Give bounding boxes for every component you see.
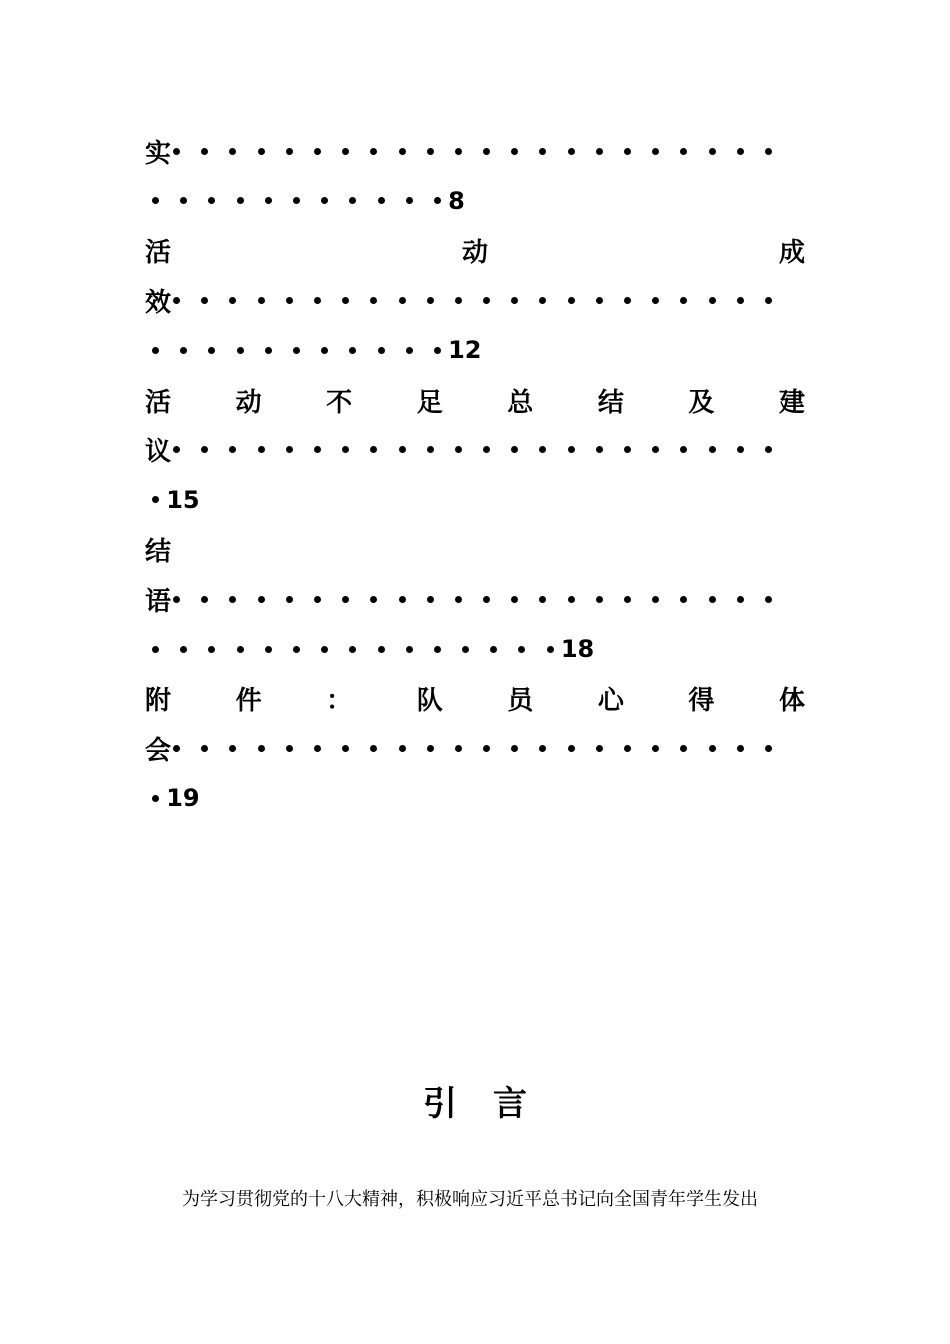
leader-dot — [286, 148, 293, 155]
leader-dot — [427, 596, 434, 603]
leader-dot — [314, 148, 321, 155]
leader-dot — [427, 745, 434, 752]
leader-dot — [652, 148, 659, 155]
toc-label: 实 — [145, 138, 172, 169]
leader-dot — [539, 297, 546, 304]
leader-dot — [173, 297, 180, 304]
leader-dot — [286, 446, 293, 453]
leader-dot — [539, 596, 546, 603]
leader-dot — [173, 596, 180, 603]
leader-dot — [406, 347, 413, 354]
leader-dot — [680, 148, 687, 155]
leader-dot — [709, 148, 716, 155]
leader-dots — [173, 596, 793, 603]
leader-dot — [342, 297, 349, 304]
leader-dot — [455, 148, 462, 155]
leader-dot — [765, 596, 772, 603]
leader-dot — [265, 347, 272, 354]
leader-dot — [229, 596, 236, 603]
toc-line — [145, 280, 805, 320]
leader-dot — [737, 446, 744, 453]
page-number: 18 — [560, 635, 595, 663]
leader-dot — [314, 745, 321, 752]
toc-char: 成 — [778, 238, 805, 269]
toc-char: 及 — [688, 387, 715, 418]
leader-dot — [483, 297, 490, 304]
leader-dot — [173, 745, 180, 752]
leader-dot — [427, 297, 434, 304]
toc-line — [145, 181, 805, 221]
toc-line — [145, 330, 805, 370]
toc-line — [145, 529, 805, 569]
toc-char: 动 — [235, 387, 262, 418]
leader-dot — [652, 596, 659, 603]
leader-dot — [258, 745, 265, 752]
leader-dot — [152, 197, 159, 204]
leader-dot — [349, 197, 356, 204]
leader-dot — [568, 596, 575, 603]
toc-char: 足 — [416, 387, 443, 418]
leader-dot — [378, 347, 385, 354]
leader-dots — [173, 297, 793, 304]
leader-dots — [173, 446, 793, 453]
leader-dot — [321, 347, 328, 354]
toc-char: 得 — [688, 686, 715, 717]
toc-char: 活 — [145, 238, 172, 269]
leader-dot — [180, 646, 187, 653]
leader-dot — [624, 596, 631, 603]
leader-dot — [406, 197, 413, 204]
leader-dot — [596, 596, 603, 603]
leader-dot — [737, 745, 744, 752]
toc-line — [145, 778, 805, 818]
page-number: 12 — [448, 336, 482, 365]
leader-dot — [229, 446, 236, 453]
leader-dot — [265, 646, 272, 653]
leader-dot — [455, 446, 462, 453]
leader-dot — [349, 347, 356, 354]
toc-label: 议 — [145, 437, 172, 468]
leader-dot — [568, 297, 575, 304]
leader-dot — [680, 297, 687, 304]
leader-dot — [173, 148, 180, 155]
leader-dot — [342, 596, 349, 603]
leader-dot — [265, 197, 272, 204]
leader-dot — [596, 745, 603, 752]
page-number: 8 — [448, 186, 465, 215]
toc-label: 效 — [145, 287, 172, 318]
leader-dot — [483, 148, 490, 155]
leader-dot — [237, 197, 244, 204]
leader-dot — [680, 745, 687, 752]
leader-dot — [568, 745, 575, 752]
leader-dot — [342, 745, 349, 752]
toc-line — [145, 131, 805, 171]
leader-dot — [293, 197, 300, 204]
leader-dot — [378, 197, 385, 204]
toc-line — [145, 579, 805, 619]
leader-dot — [624, 446, 631, 453]
leader-dot — [349, 646, 356, 653]
toc-char: 心 — [597, 686, 624, 717]
leader-dot — [293, 347, 300, 354]
leader-dot — [680, 596, 687, 603]
leader-dot — [539, 745, 546, 752]
leader-dot — [483, 745, 490, 752]
leader-dot — [511, 297, 518, 304]
leader-dot — [518, 646, 525, 653]
toc-line — [145, 629, 805, 669]
leader-dot — [427, 148, 434, 155]
leader-dot — [370, 297, 377, 304]
leader-dot — [490, 646, 497, 653]
leader-dot — [258, 446, 265, 453]
leader-dot — [455, 745, 462, 752]
leader-dot — [462, 646, 469, 653]
leader-dot — [511, 596, 518, 603]
leader-dots — [145, 197, 462, 204]
leader-dot — [765, 745, 772, 752]
leader-dot — [293, 646, 300, 653]
toc-char: 附 — [145, 686, 172, 717]
toc-line — [145, 729, 805, 769]
toc-char: 件 — [235, 686, 262, 717]
leader-dot — [399, 745, 406, 752]
leader-dot — [370, 446, 377, 453]
leader-dot — [229, 148, 236, 155]
leader-dot — [208, 347, 215, 354]
leader-dots — [173, 745, 793, 752]
leader-dot — [652, 446, 659, 453]
leader-dot — [511, 148, 518, 155]
page-number: 19 — [166, 784, 200, 813]
toc-label: 会 — [145, 736, 172, 767]
leader-dot — [539, 446, 546, 453]
toc-line — [145, 231, 805, 271]
leader-dot — [201, 148, 208, 155]
toc-char: 体 — [778, 686, 805, 717]
leader-dot — [201, 297, 208, 304]
intro-paragraph: 为学习贯彻党的十八大精神，积极响应习近平总书记向全国青年学生发出 — [182, 1189, 758, 1210]
leader-dot — [737, 596, 744, 603]
leader-dot — [568, 446, 575, 453]
leader-dots — [145, 646, 575, 653]
leader-dot — [455, 596, 462, 603]
leader-dot — [208, 197, 215, 204]
leader-dot — [399, 446, 406, 453]
leader-dot — [399, 596, 406, 603]
leader-dot — [237, 347, 244, 354]
leader-dot — [709, 745, 716, 752]
leader-dot — [511, 446, 518, 453]
toc-char: 活 — [145, 387, 172, 418]
leader-dot — [765, 446, 772, 453]
leader-dot — [709, 596, 716, 603]
leader-dot — [152, 646, 159, 653]
leader-dot — [152, 795, 159, 802]
leader-dot — [483, 596, 490, 603]
leader-dot — [321, 646, 328, 653]
leader-dot — [173, 446, 180, 453]
leader-dot — [624, 297, 631, 304]
leader-dot — [434, 646, 441, 653]
toc-char: 总 — [507, 387, 534, 418]
leader-dot — [258, 148, 265, 155]
leader-dot — [208, 646, 215, 653]
leader-dot — [596, 148, 603, 155]
page-number: 15 — [166, 485, 200, 514]
toc-line — [145, 679, 805, 719]
leader-dot — [152, 496, 159, 503]
toc-char: 建 — [778, 387, 805, 418]
leader-dot — [180, 197, 187, 204]
leader-dot — [624, 148, 631, 155]
leader-dot — [201, 596, 208, 603]
toc-char: 结 — [597, 387, 624, 418]
leader-dot — [342, 446, 349, 453]
leader-dot — [237, 646, 244, 653]
leader-dot — [399, 297, 406, 304]
toc-line — [145, 380, 805, 420]
leader-dot — [314, 596, 321, 603]
leader-dot — [370, 745, 377, 752]
leader-dot — [201, 745, 208, 752]
leader-dot — [314, 297, 321, 304]
leader-dot — [180, 347, 187, 354]
leader-dot — [434, 197, 441, 204]
leader-dot — [737, 297, 744, 304]
leader-dot — [201, 446, 208, 453]
leader-dot — [286, 297, 293, 304]
leader-dot — [455, 297, 462, 304]
leader-dot — [286, 596, 293, 603]
leader-dot — [342, 148, 349, 155]
leader-dot — [709, 297, 716, 304]
leader-dot — [314, 446, 321, 453]
leader-dot — [547, 646, 554, 653]
leader-dot — [258, 297, 265, 304]
leader-dot — [680, 446, 687, 453]
toc-char: 结 — [145, 536, 172, 567]
leader-dot — [709, 446, 716, 453]
leader-dot — [286, 745, 293, 752]
toc-label: 语 — [145, 586, 172, 617]
leader-dot — [229, 297, 236, 304]
leader-dots — [173, 148, 793, 155]
leader-dot — [406, 646, 413, 653]
leader-dot — [427, 446, 434, 453]
toc-char: ： — [326, 686, 353, 717]
leader-dot — [370, 148, 377, 155]
leader-dot — [765, 148, 772, 155]
toc-line — [145, 480, 805, 520]
leader-dot — [652, 297, 659, 304]
leader-dot — [370, 596, 377, 603]
leader-dot — [539, 148, 546, 155]
leader-dot — [434, 347, 441, 354]
leader-dot — [596, 297, 603, 304]
leader-dot — [624, 745, 631, 752]
toc-char: 动 — [461, 238, 488, 269]
toc-char: 队 — [416, 686, 443, 717]
leader-dot — [229, 745, 236, 752]
leader-dot — [378, 646, 385, 653]
leader-dots — [145, 347, 462, 354]
leader-dot — [737, 148, 744, 155]
toc-char: 不 — [326, 387, 353, 418]
leader-dot — [652, 745, 659, 752]
leader-dot — [399, 148, 406, 155]
toc-char: 员 — [507, 686, 534, 717]
leader-dot — [568, 148, 575, 155]
leader-dot — [483, 446, 490, 453]
leader-dot — [321, 197, 328, 204]
leader-dot — [152, 347, 159, 354]
leader-dot — [596, 446, 603, 453]
leader-dot — [765, 297, 772, 304]
toc-line — [145, 430, 805, 470]
leader-dot — [511, 745, 518, 752]
leader-dot — [258, 596, 265, 603]
section-heading: 引言 — [423, 1084, 563, 1124]
